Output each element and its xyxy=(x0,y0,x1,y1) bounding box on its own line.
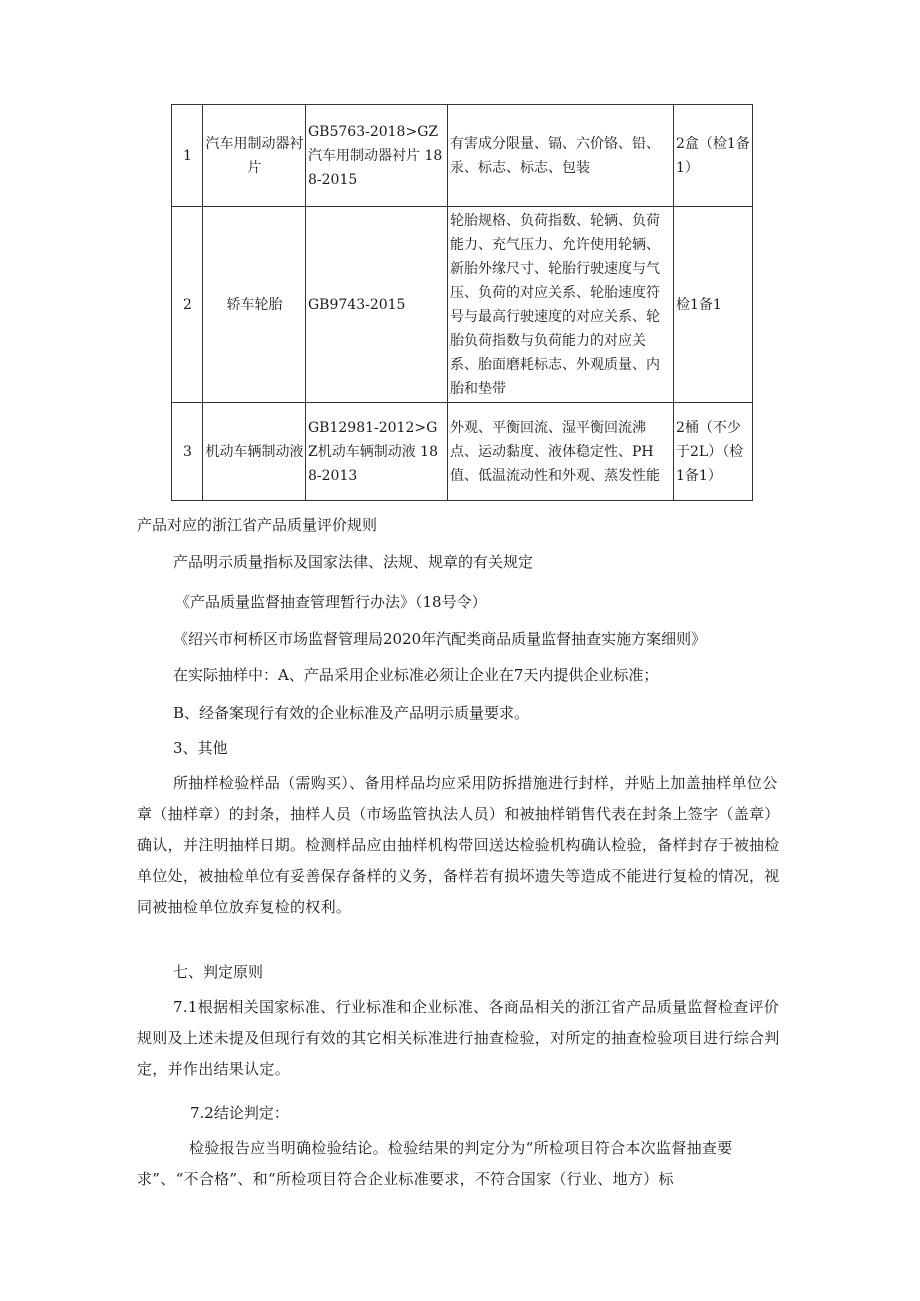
product-name: 轿车轮胎 xyxy=(203,207,306,403)
standard-cell: GB9743-2015 xyxy=(306,207,448,403)
product-name: 机动车辆制动液 xyxy=(203,403,306,501)
quantity-cell: 2盒（检1备1） xyxy=(674,105,753,207)
row-index: 2 xyxy=(172,207,203,403)
standard-cell: GB5763-2018>GZ汽车用制动器衬片 188-2015 xyxy=(306,105,448,207)
quantity-cell: 2桶（不少于2L）（检1备1） xyxy=(674,403,753,501)
quality-rules-line: 产品对应的浙江省产品质量评价规则 xyxy=(137,516,378,534)
conclusion-paragraph: 检验报告应当明确检验结论。检验结果的判定分为“所检项目符合本次监督抽查要求”、“不合格”、和“所检项目符合企业标准要求，不符合国家（行业、地方）标 xyxy=(137,1139,733,1188)
table-row xyxy=(172,207,753,403)
test-items-cell: 有害成分限量、镉、六价铬、铅、汞、标志、标志、包装 xyxy=(448,105,674,207)
section-heading-other: 3、其他 xyxy=(173,739,228,757)
sealing-paragraph: 所抽样检验样品（需购买）、备用样品均应采用防拆措施进行封样，并贴上加盖抽样单位公章（抽样章）的封条，抽样人员（市场监管执法人员）和被抽样销售代表在封条上签字（盖章）确认，并注明抽样日期。检测样品应由抽样机构带回送达检验机构确认检验，备样封存于被抽检单位处，被抽检单位有妥善保存备样的义务，备样若有损坏遗失等造成不能进行复检的情况，视同被抽检单位放弃复检的权利。 xyxy=(137,774,780,916)
section-heading-judgment: 七、判定原则 xyxy=(173,963,264,981)
implementation-plan-line: 《绍兴市柯桥区市场监督管理局2020年汽配类商品质量监督抽查实施方案细则》 xyxy=(173,630,707,648)
test-items-cell: 外观、平衡回流、湿平衡回流沸点、运动黏度、液体稳定性、PH值、低温流动性和外观、蒸发性能 xyxy=(448,403,674,501)
standard-cell: GB12981-2012>GZ机动车辆制动液 188-2013 xyxy=(306,403,448,501)
row-index: 1 xyxy=(172,105,203,207)
product-name: 汽车用制动器衬片 xyxy=(203,105,306,207)
sampling-note-a: 在实际抽样中：A、产品采用企业标准必须让企业在7天内提供企业标准； xyxy=(173,666,659,684)
test-items-cell: 轮胎规格、负荷指数、轮辆、负荷能力、充气压力、允许使用轮辆、新胎外缘尺寸、轮胎行驶速度与气压、负荷的对应关系、轮胎速度符号与最高行驶速度的对应关系、轮胎负荷指数与负荷能力的对应关系、胎面磨耗标志、外观质量、内胎和垫带 xyxy=(448,207,674,403)
table-row xyxy=(172,403,753,501)
sampling-table xyxy=(171,104,753,501)
conclusion-heading: 7.2结论判定： xyxy=(190,1104,289,1122)
row-index: 3 xyxy=(172,403,203,501)
judgment-paragraph-7-1: 7.1根据相关国家标准、行业标准和企业标准、各商品相关的浙江省产品质量监督检查评价规则及上述未提及但现行有效的其它相关标准进行抽查检验，对所定的抽查检验项目进行综合判定，并作出结果认定。 xyxy=(137,998,780,1078)
measures-line: 《产品质量监督抽查管理暂行办法》（18号令） xyxy=(175,593,487,611)
regulations-line: 产品明示质量指标及国家法律、法规、规章的有关规定 xyxy=(173,553,534,571)
sampling-note-b: B、经备案现行有效的企业标准及产品明示质量要求。 xyxy=(173,704,530,722)
quantity-cell: 检1备1 xyxy=(674,207,753,403)
table-row xyxy=(172,105,753,207)
